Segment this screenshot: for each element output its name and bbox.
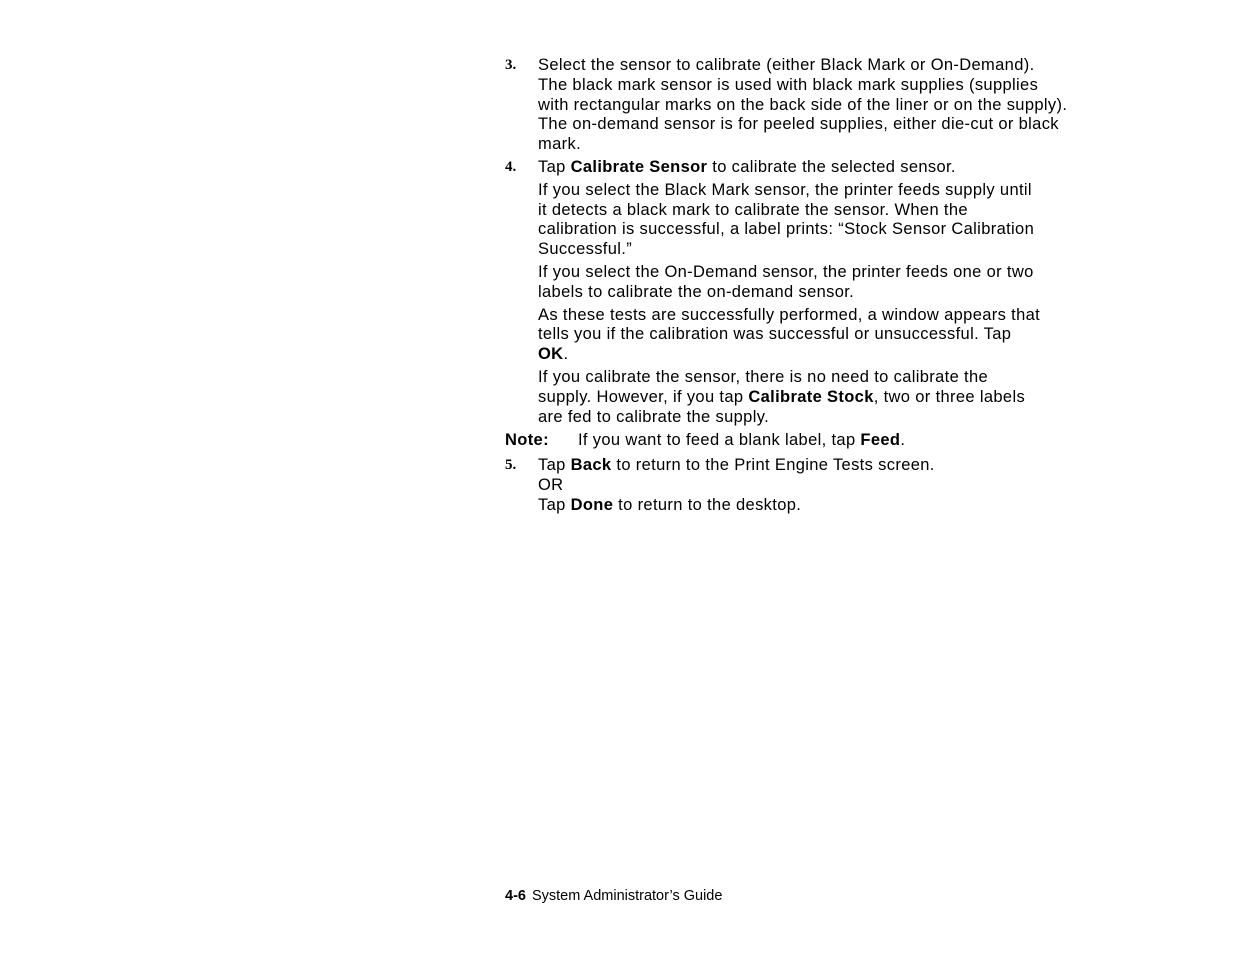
paragraph-calibrate-stock: [538, 368, 1205, 427]
ui-term-calibrate-stock: Calibrate Stock: [748, 387, 874, 406]
text-run: to return to the Print Engine Tests screen.: [611, 456, 935, 475]
paragraph-line: [538, 388, 1205, 408]
text-run: to return to the desktop.: [613, 495, 802, 514]
paragraph-line: If you calibrate the sensor, there is no need to calibrate the: [538, 367, 989, 386]
step-text-line: mark.: [538, 135, 581, 154]
ui-term-ok: OK: [538, 345, 564, 364]
note: [505, 431, 1205, 451]
step-number: 4.: [505, 158, 517, 175]
paragraph-line: are fed to calibrate the supply.: [538, 407, 770, 426]
or-separator: OR: [538, 475, 564, 494]
paragraph-on-demand: [538, 263, 1205, 303]
paragraph-line: If you select the Black Mark sensor, the printer feeds supply until: [538, 180, 1032, 199]
text-run: Tap: [538, 456, 571, 475]
step-5: [505, 456, 1205, 515]
page-number: 4-6: [505, 888, 526, 904]
step-number: 5.: [505, 457, 517, 474]
paragraph-tests-result: [538, 306, 1205, 365]
text-run: , two or three labels: [873, 387, 1026, 406]
step-text-line: The on-demand sensor is for peeled supplies, either die-cut or black: [538, 115, 1059, 134]
step-text-line: The black mark sensor is used with black mark supplies (supplies: [538, 75, 1039, 94]
text-run: supply. However, if you tap: [538, 387, 749, 406]
text-run: .: [563, 345, 569, 364]
paragraph-line: [538, 345, 1205, 365]
paragraph-line: it detects a black mark to calibrate the sensor. When the: [538, 200, 968, 219]
paragraph-line: calibration is successful, a label prints: “Stock Sensor Calibration: [538, 220, 1035, 239]
text-run: Tap: [538, 495, 571, 514]
step-text-line: Select the sensor to calibrate (either Black Mark or On-Demand).: [538, 56, 1035, 74]
text-run: .: [900, 431, 906, 450]
paragraph-black-mark: [538, 181, 1205, 260]
paragraph-line: If you select the On-Demand sensor, the printer feeds one or two: [538, 262, 1034, 281]
ui-term-done: Done: [570, 495, 614, 514]
step-instruction: [538, 158, 1205, 178]
paragraph-line: As these tests are successfully performed, a window appears that: [538, 305, 1041, 324]
text-run: Tap: [538, 157, 571, 176]
text-run: to calibrate the selected sensor.: [707, 157, 956, 176]
step-text-line: with rectangular marks on the back side of the liner or on the supply).: [538, 95, 1068, 114]
ui-term-back: Back: [570, 456, 612, 475]
ui-term-calibrate-sensor: Calibrate Sensor: [570, 157, 708, 176]
paragraph-line: labels to calibrate the on-demand sensor.: [538, 282, 855, 301]
step-4: [505, 158, 1205, 427]
document-body: [505, 56, 1205, 516]
paragraph-line: Successful.”: [538, 240, 633, 259]
note-label: Note:: [505, 431, 549, 450]
page-footer: [505, 888, 722, 904]
step-number: 3.: [505, 57, 517, 73]
step-instruction: [538, 496, 1205, 516]
ui-term-feed: Feed: [860, 431, 901, 450]
paragraph-line: tells you if the calibration was successful or unsuccessful. Tap: [538, 325, 1012, 344]
step-3: [505, 56, 1205, 155]
step-instruction: [538, 456, 1205, 476]
note-text: If you want to feed a blank label, tap: [578, 431, 861, 450]
guide-title: System Administrator’s Guide: [531, 888, 723, 904]
